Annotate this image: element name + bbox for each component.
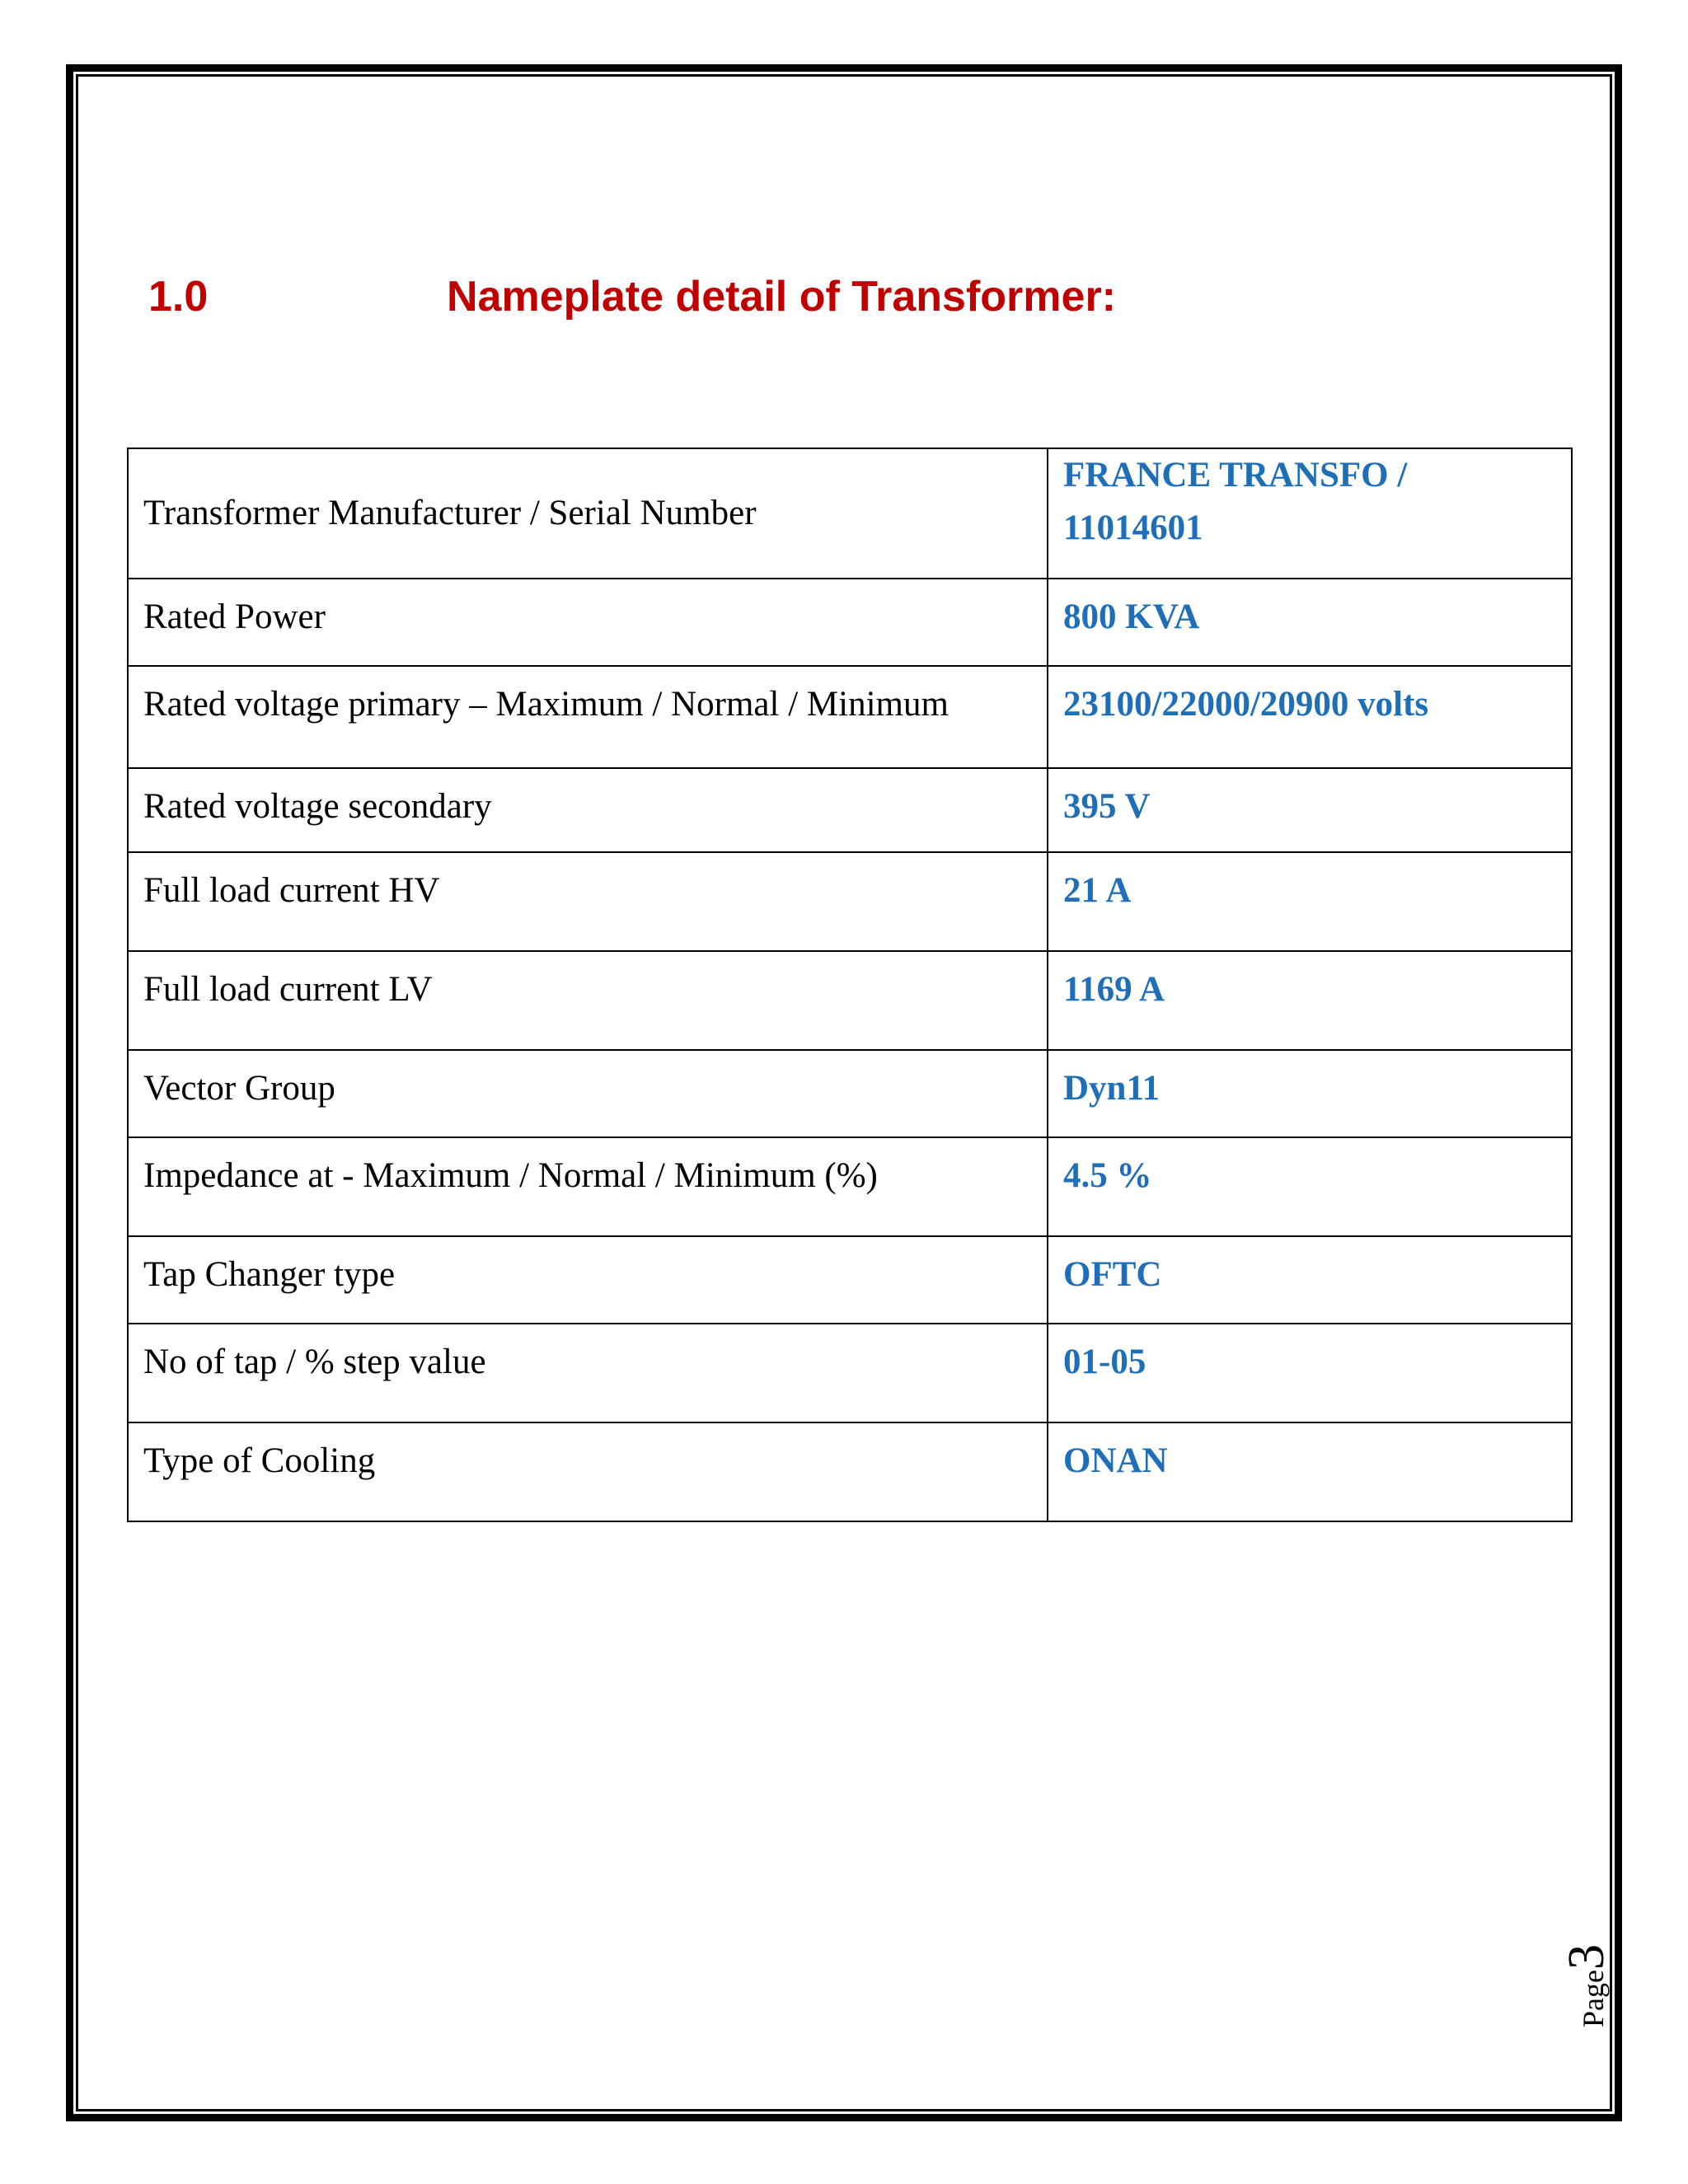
table-row: [128, 1422, 1572, 1521]
table-row: [128, 1236, 1572, 1324]
table-row: [128, 1050, 1572, 1137]
table-row: [128, 666, 1572, 768]
page-number: 3: [1559, 1944, 1615, 1971]
row-label: Full load current HV: [128, 852, 1048, 951]
section-heading: [148, 272, 1467, 330]
row-value-line: 11014601: [1063, 509, 1203, 547]
row-value: 395 V: [1048, 768, 1572, 852]
row-value: 800 KVA: [1048, 579, 1572, 666]
section-number: 1.0: [148, 273, 209, 321]
row-value: OFTC: [1048, 1236, 1572, 1324]
table-row: [128, 768, 1572, 852]
row-value: 1169 A: [1048, 951, 1572, 1050]
row-label: Transformer Manufacturer / Serial Number: [128, 448, 1048, 579]
row-value: 4.5 %: [1048, 1137, 1572, 1236]
table-row: [128, 579, 1572, 666]
page-number-rotated: [1558, 1944, 1616, 2027]
row-label: Rated Power: [128, 579, 1048, 666]
table-row: [128, 1324, 1572, 1422]
page-label: Page: [1577, 1970, 1610, 2027]
row-label: Full load current LV: [128, 951, 1048, 1050]
row-value: 23100/22000/20900 volts: [1048, 666, 1572, 768]
row-value: [1048, 448, 1572, 579]
row-value: 01-05: [1048, 1324, 1572, 1422]
row-label: No of tap / % step value: [128, 1324, 1048, 1422]
table-row: [128, 951, 1572, 1050]
row-label: Tap Changer type: [128, 1236, 1048, 1324]
nameplate-table: [127, 448, 1573, 1522]
table-row: [128, 448, 1572, 579]
table-row: [128, 852, 1572, 951]
row-value-line: FRANCE TRANSFO /: [1063, 456, 1408, 494]
row-label: Rated voltage primary – Maximum / Normal / Minimum: [128, 666, 1048, 768]
table-row: [128, 1137, 1572, 1236]
row-label: Type of Cooling: [128, 1422, 1048, 1521]
row-value: ONAN: [1048, 1422, 1572, 1521]
row-label: Rated voltage secondary: [128, 768, 1048, 852]
row-value: 21 A: [1048, 852, 1572, 951]
row-value: Dyn11: [1048, 1050, 1572, 1137]
section-title: Nameplate detail of Transformer:: [447, 273, 1116, 321]
row-label: Impedance at - Maximum / Normal / Minimum (%): [128, 1137, 1048, 1236]
row-label: Vector Group: [128, 1050, 1048, 1137]
